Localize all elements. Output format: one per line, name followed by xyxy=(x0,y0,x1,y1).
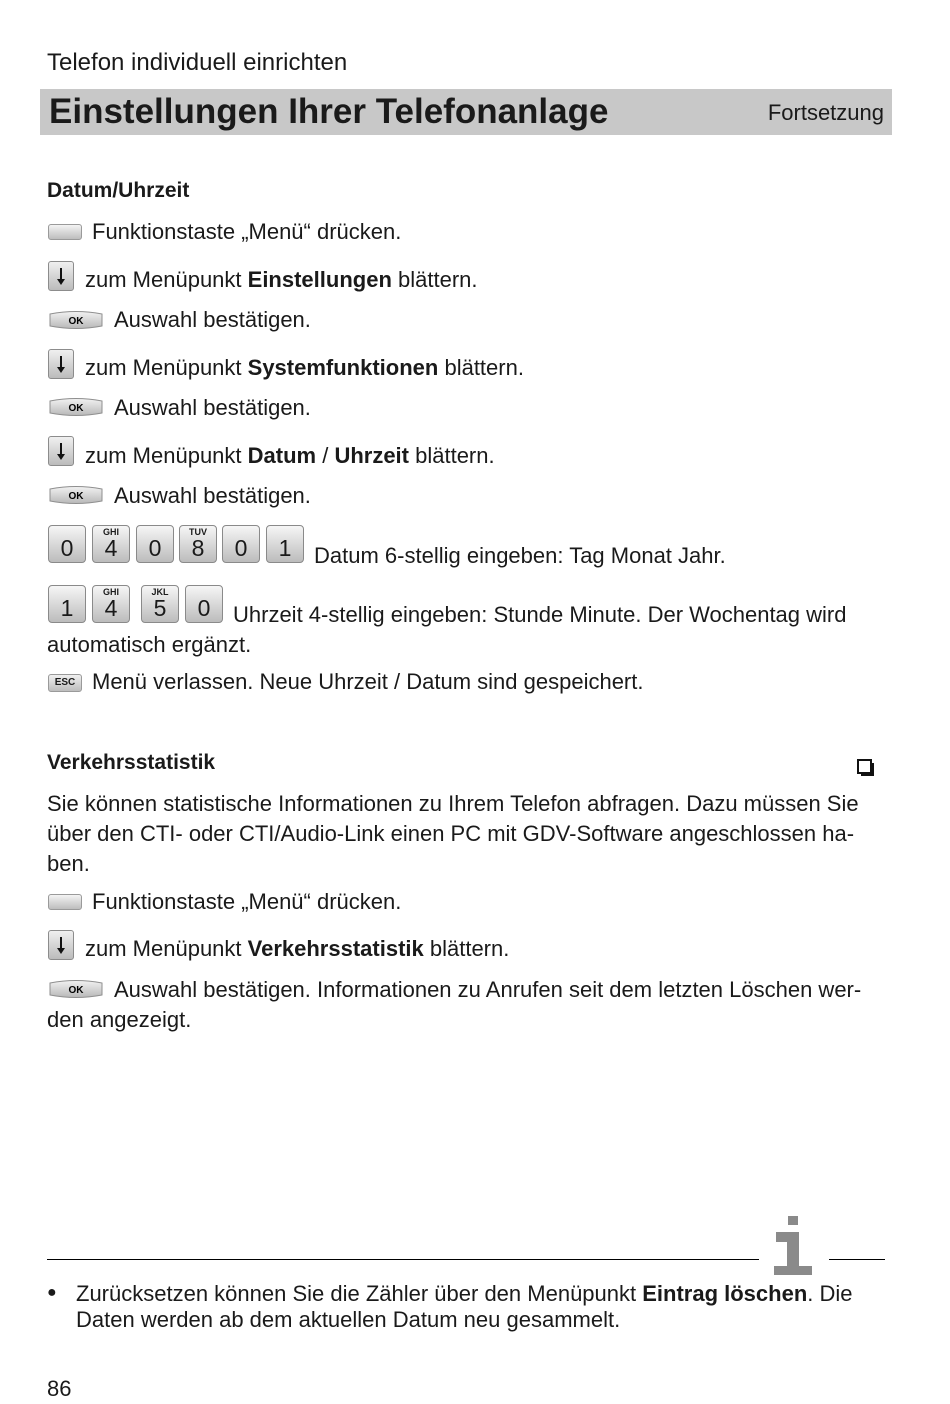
menu-key-icon xyxy=(48,894,82,910)
arrow-down-key-icon xyxy=(48,349,74,379)
chapter-title: Telefon individuell einrichten xyxy=(47,49,348,76)
step-scroll-datum: zum Menüpunkt Datum / Uhrzeit blättern. xyxy=(85,443,495,468)
ok-label: OK xyxy=(68,985,84,996)
step-time-input-cont: automatisch ergänzt. xyxy=(47,632,252,657)
step-confirm-1: Auswahl bestätigen. xyxy=(114,307,311,332)
checkbox-icon xyxy=(857,759,875,777)
digit-key: 1 xyxy=(48,585,86,623)
note-text-cont: Daten werden ab dem aktuellen Datum neu gesammelt. xyxy=(76,1307,621,1332)
arrow-down-key-icon xyxy=(48,436,74,466)
step-exit-menu: Menü verlassen. Neue Uhrzeit / Datum sind gespeichert. xyxy=(92,669,644,694)
step-menu-2: Funktionstaste „Menü“ drücken. xyxy=(92,889,402,914)
verkehr-intro: Sie können statistische Informationen zu Ihrem Telefon abfragen. Dazu müssen Sie über den CTI- oder CTI/Audio-Link einen PC mit GDV-Software angeschlossen ha- ben. xyxy=(47,791,859,876)
digit-key: 1 xyxy=(266,525,304,563)
digit-key: GHI 4 xyxy=(92,525,130,563)
ok-key-icon xyxy=(48,397,104,417)
step-date-input: Datum 6-stellig eingeben: Tag Monat Jahr. xyxy=(314,543,726,568)
step-confirm-verkehr: Auswahl bestätigen. Informationen zu Anrufen seit dem letzten Löschen wer- xyxy=(114,977,862,1002)
info-icon xyxy=(768,1216,818,1276)
digit-key: 0 xyxy=(136,525,174,563)
ok-key-icon xyxy=(48,485,104,505)
step-scroll-einstellungen: zum Menüpunkt Einstellungen blättern. xyxy=(85,267,478,292)
digit-key: 0 xyxy=(48,525,86,563)
page-title: Einstellungen Ihrer Telefonanlage xyxy=(49,92,609,131)
section-heading-verkehr: Verkehrsstatistik xyxy=(47,751,216,774)
digit-key: 0 xyxy=(222,525,260,563)
digit-key: JKL 5 xyxy=(141,585,179,623)
step-confirm-2: Auswahl bestätigen. xyxy=(114,395,311,420)
ok-key-icon xyxy=(48,310,104,330)
page-number: 86 xyxy=(47,1376,72,1401)
esc-key-icon: ESC xyxy=(48,674,82,692)
digit-key: 0 xyxy=(185,585,223,623)
step-scroll-systemfunktionen: zum Menüpunkt Systemfunktionen blättern. xyxy=(85,355,524,380)
step-confirm-verkehr-cont: den angezeigt. xyxy=(47,1007,192,1032)
ok-label: OK xyxy=(68,491,84,502)
step-time-input: Uhrzeit 4-stellig eingeben: Stunde Minute. Der Wochentag wird xyxy=(233,602,847,627)
ok-label: OK xyxy=(68,403,84,414)
bullet-icon: ● xyxy=(47,1284,57,1301)
section-heading-datum: Datum/Uhrzeit xyxy=(47,179,190,202)
ok-key-icon xyxy=(48,979,104,999)
note-text: Zurücksetzen können Sie die Zähler über den Menüpunkt Eintrag löschen. Die xyxy=(76,1281,853,1306)
continuation-label: Fortsetzung xyxy=(767,100,884,125)
step-confirm-3: Auswahl bestätigen. xyxy=(114,483,311,508)
menu-key-icon xyxy=(48,224,82,240)
digit-key: TUV 8 xyxy=(179,525,217,563)
step-scroll-verkehr: zum Menüpunkt Verkehrsstatistik blättern. xyxy=(85,936,510,961)
arrow-down-key-icon xyxy=(48,261,74,291)
divider-line xyxy=(47,1259,759,1260)
step-menu: Funktionstaste „Menü“ drücken. xyxy=(92,219,402,244)
digit-key: GHI 4 xyxy=(92,585,130,623)
ok-label: OK xyxy=(68,316,84,327)
arrow-down-key-icon xyxy=(48,930,74,960)
divider-line xyxy=(829,1259,885,1260)
